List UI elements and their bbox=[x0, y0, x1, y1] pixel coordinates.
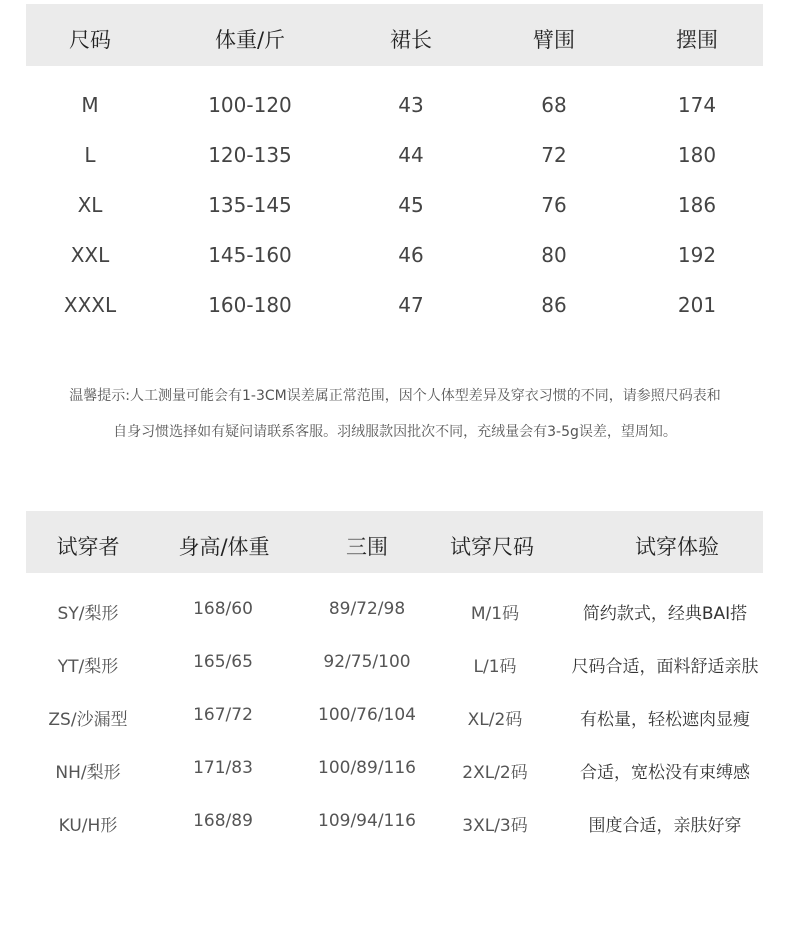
cell-size: XXL bbox=[70, 243, 110, 267]
cell-tried-size: M/1码 bbox=[470, 604, 520, 624]
cell-hem: 180 bbox=[677, 143, 717, 167]
cell-size: XXXL bbox=[63, 293, 117, 317]
cell-tried-size: XL/2码 bbox=[467, 710, 523, 730]
cell-skirt-length: 47 bbox=[398, 293, 424, 317]
cell-hem: 192 bbox=[677, 243, 717, 267]
cell-tester: ZS/沙漏型 bbox=[48, 710, 128, 730]
cell-measurements: 89/72/98 bbox=[328, 599, 406, 619]
cell-weight: 100-120 bbox=[208, 93, 292, 117]
cell-height-weight: 168/60 bbox=[193, 599, 253, 619]
cell-size: L bbox=[84, 143, 96, 167]
cell-arm: 86 bbox=[541, 293, 567, 317]
header-tester: 试穿者 bbox=[56, 535, 120, 559]
cell-tried-size: 3XL/3码 bbox=[462, 816, 528, 836]
table-row bbox=[26, 281, 763, 331]
header-weight: 体重/斤 bbox=[214, 28, 286, 52]
cell-tester: NH/梨形 bbox=[55, 763, 121, 783]
tryon-table bbox=[26, 511, 763, 850]
cell-weight: 160-180 bbox=[208, 293, 292, 317]
table-row bbox=[26, 691, 763, 744]
cell-skirt-length: 44 bbox=[398, 143, 424, 167]
cell-experience: 合适，宽松没有束缚感 bbox=[580, 763, 750, 783]
header-measurements: 三围 bbox=[346, 535, 388, 559]
table-row bbox=[26, 638, 763, 691]
header-arm: 臂围 bbox=[533, 28, 575, 52]
table-row bbox=[26, 797, 763, 850]
header-experience: 试穿体验 bbox=[635, 535, 719, 559]
cell-measurements: 100/89/116 bbox=[318, 758, 416, 778]
cell-skirt-length: 46 bbox=[398, 243, 424, 267]
size-table-header bbox=[26, 4, 763, 66]
cell-height-weight: 171/83 bbox=[193, 758, 253, 778]
cell-hem: 186 bbox=[677, 193, 717, 217]
table-row bbox=[26, 744, 763, 797]
notice-line-2: 自身习惯选择如有疑问请联系客服。羽绒服款因批次不同，充绒量会有3-5g误差，望周知。 bbox=[113, 424, 677, 440]
cell-hem: 174 bbox=[677, 93, 717, 117]
cell-weight: 120-135 bbox=[208, 143, 292, 167]
table-row bbox=[26, 81, 763, 131]
header-tried-size: 试穿尺码 bbox=[450, 535, 534, 559]
table-row bbox=[26, 585, 763, 638]
cell-experience: 有松量，轻松遮肉显瘦 bbox=[580, 710, 750, 730]
cell-height-weight: 167/72 bbox=[193, 705, 253, 725]
cell-tester: KU/H形 bbox=[58, 816, 118, 836]
cell-skirt-length: 43 bbox=[398, 93, 424, 117]
header-hem: 摆围 bbox=[676, 28, 718, 52]
cell-experience: 尺码合适，面料舒适亲肤 bbox=[571, 657, 759, 677]
table-row bbox=[26, 181, 763, 231]
table-row bbox=[26, 231, 763, 281]
notice-line-1: 温馨提示:人工测量可能会有1-3CM误差属正常范围，因个人体型差异及穿衣习惯的不同，请参照尺码表和 bbox=[69, 388, 721, 404]
cell-arm: 72 bbox=[541, 143, 567, 167]
header-size: 尺码 bbox=[69, 28, 111, 52]
size-table bbox=[26, 4, 763, 331]
header-height-weight: 身高/体重 bbox=[178, 535, 270, 559]
cell-hem: 201 bbox=[677, 293, 717, 317]
cell-arm: 76 bbox=[541, 193, 567, 217]
cell-tried-size: L/1码 bbox=[473, 657, 517, 677]
tryon-table-header bbox=[26, 511, 763, 573]
cell-measurements: 100/76/104 bbox=[318, 705, 416, 725]
cell-measurements: 92/75/100 bbox=[323, 652, 411, 672]
cell-experience: 围度合适，亲肤好穿 bbox=[588, 816, 742, 836]
cell-skirt-length: 45 bbox=[398, 193, 424, 217]
cell-measurements: 109/94/116 bbox=[318, 811, 416, 831]
cell-experience: 简约款式，经典BAI搭 bbox=[582, 604, 748, 624]
cell-height-weight: 168/89 bbox=[193, 811, 253, 831]
cell-tester: YT/梨形 bbox=[57, 657, 119, 677]
cell-tester: SY/梨形 bbox=[57, 604, 119, 624]
table-row bbox=[26, 131, 763, 181]
cell-weight: 145-160 bbox=[208, 243, 292, 267]
cell-size: M bbox=[81, 93, 99, 117]
cell-arm: 68 bbox=[541, 93, 567, 117]
header-skirt-length: 裙长 bbox=[390, 28, 432, 52]
cell-height-weight: 165/65 bbox=[193, 652, 253, 672]
cell-arm: 80 bbox=[541, 243, 567, 267]
cell-tried-size: 2XL/2码 bbox=[462, 763, 528, 783]
cell-size: XL bbox=[77, 193, 103, 217]
cell-weight: 135-145 bbox=[208, 193, 292, 217]
